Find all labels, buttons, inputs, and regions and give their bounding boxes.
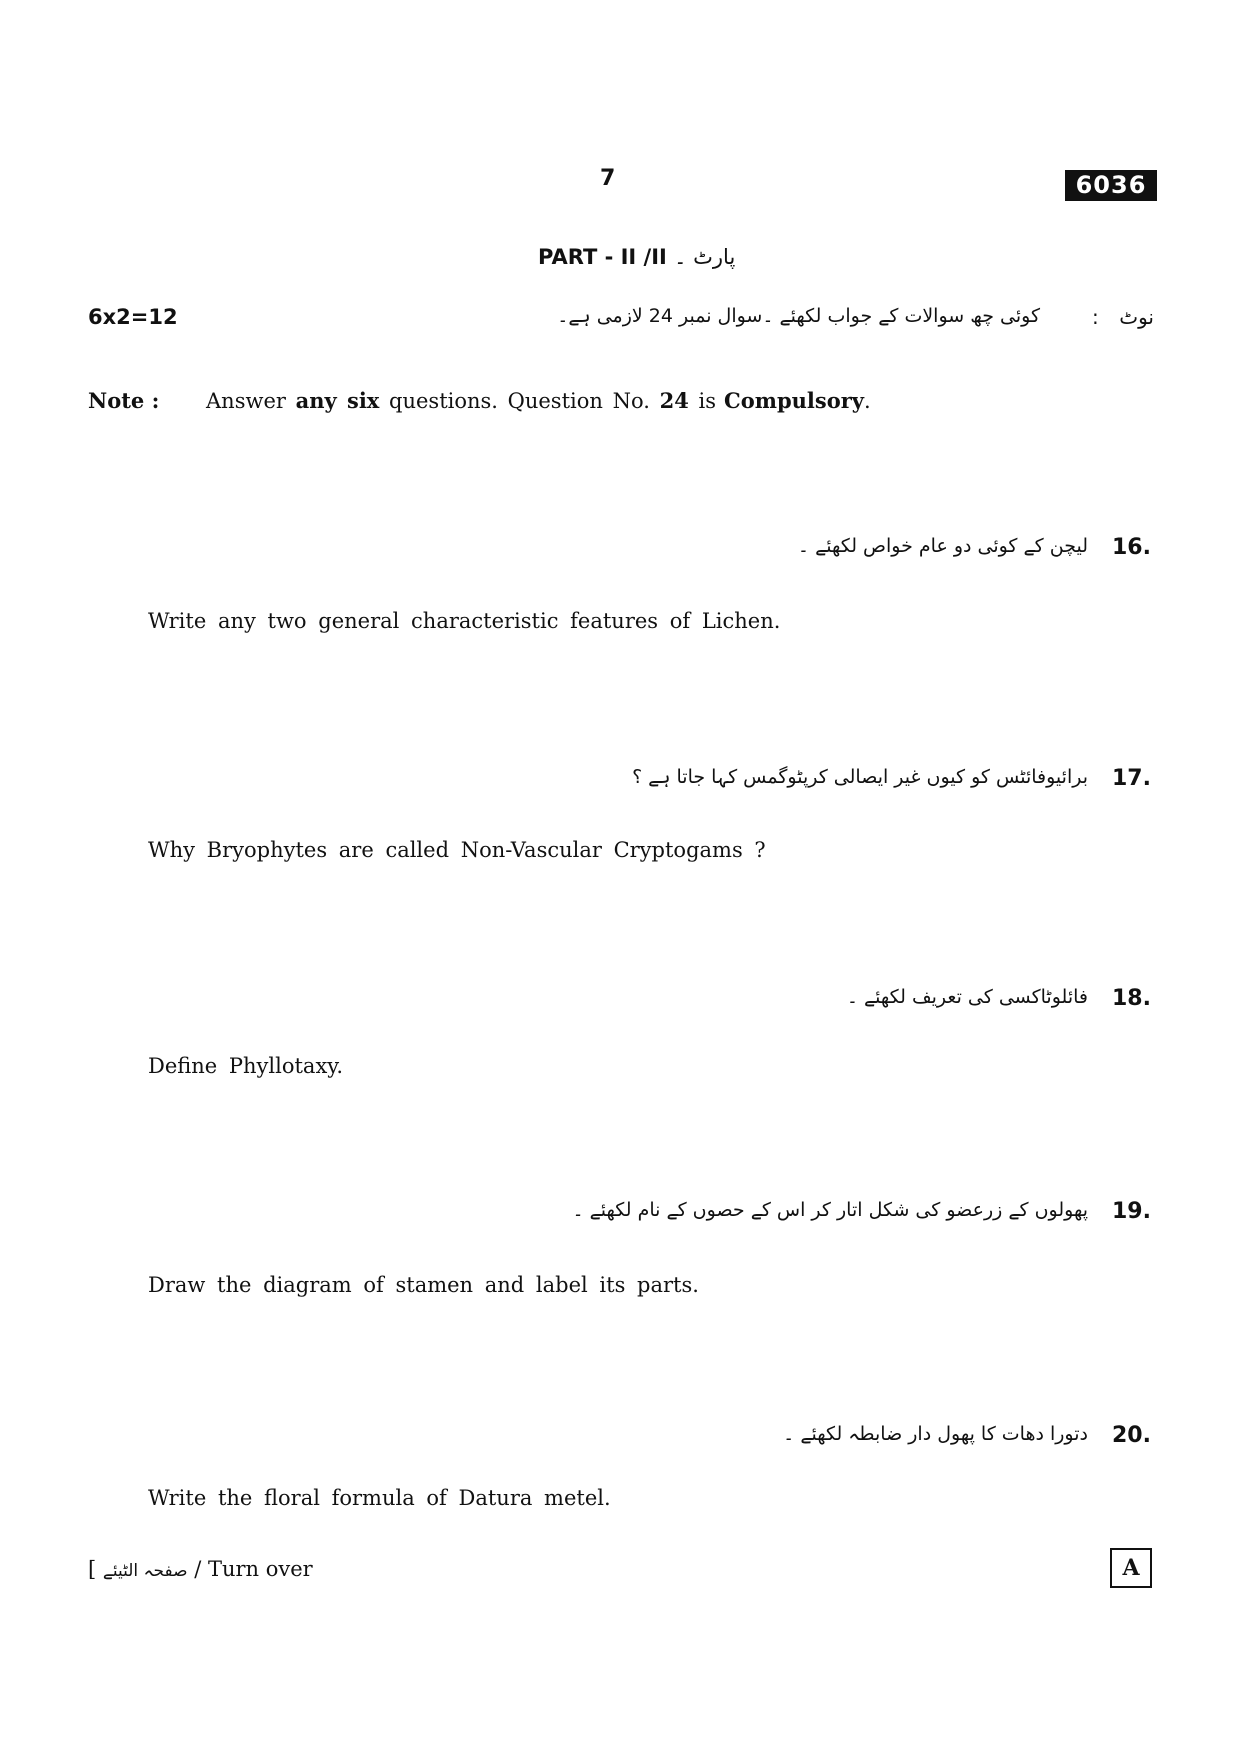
note-label: Note :: [88, 388, 160, 413]
note-text: [206, 388, 871, 413]
note-emphasis-question-number: 24: [659, 388, 689, 413]
part-label-urdu: پارٹ ۔: [674, 245, 736, 269]
question-19-urdu: پھولوں کے زرعضو کی شکل اتار کر اس کے حصوں کے نام لکھئے ۔: [572, 1199, 1088, 1221]
note-colon-urdu: :: [1092, 305, 1099, 329]
question-20-number: 20.: [1112, 1423, 1151, 1448]
question-16-urdu: لیچن کے کوئی دو عام خواص لکھئے ۔: [797, 535, 1088, 557]
question-17-text: Why Bryophytes are called Non-Vascular Cryptogams ?: [148, 838, 766, 862]
note-emphasis-compulsory: Compulsory: [724, 388, 864, 413]
question-17-urdu: برائیوفائٹس کو کیوں غیر ایصالی کرپٹوگمس کہا جاتا ہے ؟: [632, 766, 1088, 788]
question-19-number: 19.: [1112, 1199, 1151, 1224]
paper-code-badge: 6036: [1065, 170, 1157, 201]
note-text-part: questions. Question No.: [389, 389, 650, 413]
question-16-text: Write any two general characteristic features of Lichen.: [148, 609, 781, 633]
note-label-urdu: نوٹ: [1119, 305, 1154, 329]
question-20-urdu: دتورا دھات کا پھول دار ضابطہ لکھئے ۔: [783, 1423, 1088, 1445]
question-18-number: 18.: [1112, 986, 1151, 1011]
note-text-part: is: [698, 389, 717, 413]
question-18-text: Define Phyllotaxy.: [148, 1054, 344, 1078]
note-text-part: .: [864, 389, 871, 413]
note-text-part: Answer: [206, 389, 286, 413]
note-emphasis-any-six: any six: [295, 388, 380, 413]
part-heading: [538, 245, 735, 269]
turn-over-urdu: صفحہ الٹیئے: [102, 1561, 188, 1581]
marks-allocation: 6x2=12: [88, 305, 178, 329]
bracket-open: [: [88, 1557, 97, 1581]
note-text-urdu: کوئی چھ سوالات کے جواب لکھئے ۔سوال نمبر 24 لازمی ہے۔: [557, 305, 1040, 327]
question-19-text: Draw the diagram of stamen and label its parts.: [148, 1273, 699, 1297]
question-17-number: 17.: [1112, 766, 1151, 791]
question-18-urdu: فائلوٹاکسی کی تعریف لکھئے ۔: [846, 986, 1088, 1008]
part-label: PART - II /II: [538, 245, 667, 269]
turn-over-note: [88, 1557, 313, 1581]
question-20-text: Write the floral formula of Datura metel.: [148, 1486, 611, 1510]
question-16-number: 16.: [1112, 535, 1151, 560]
paper-version-box: A: [1110, 1548, 1152, 1588]
page-number: 7: [600, 166, 616, 191]
turn-over-label: / Turn over: [194, 1557, 313, 1581]
